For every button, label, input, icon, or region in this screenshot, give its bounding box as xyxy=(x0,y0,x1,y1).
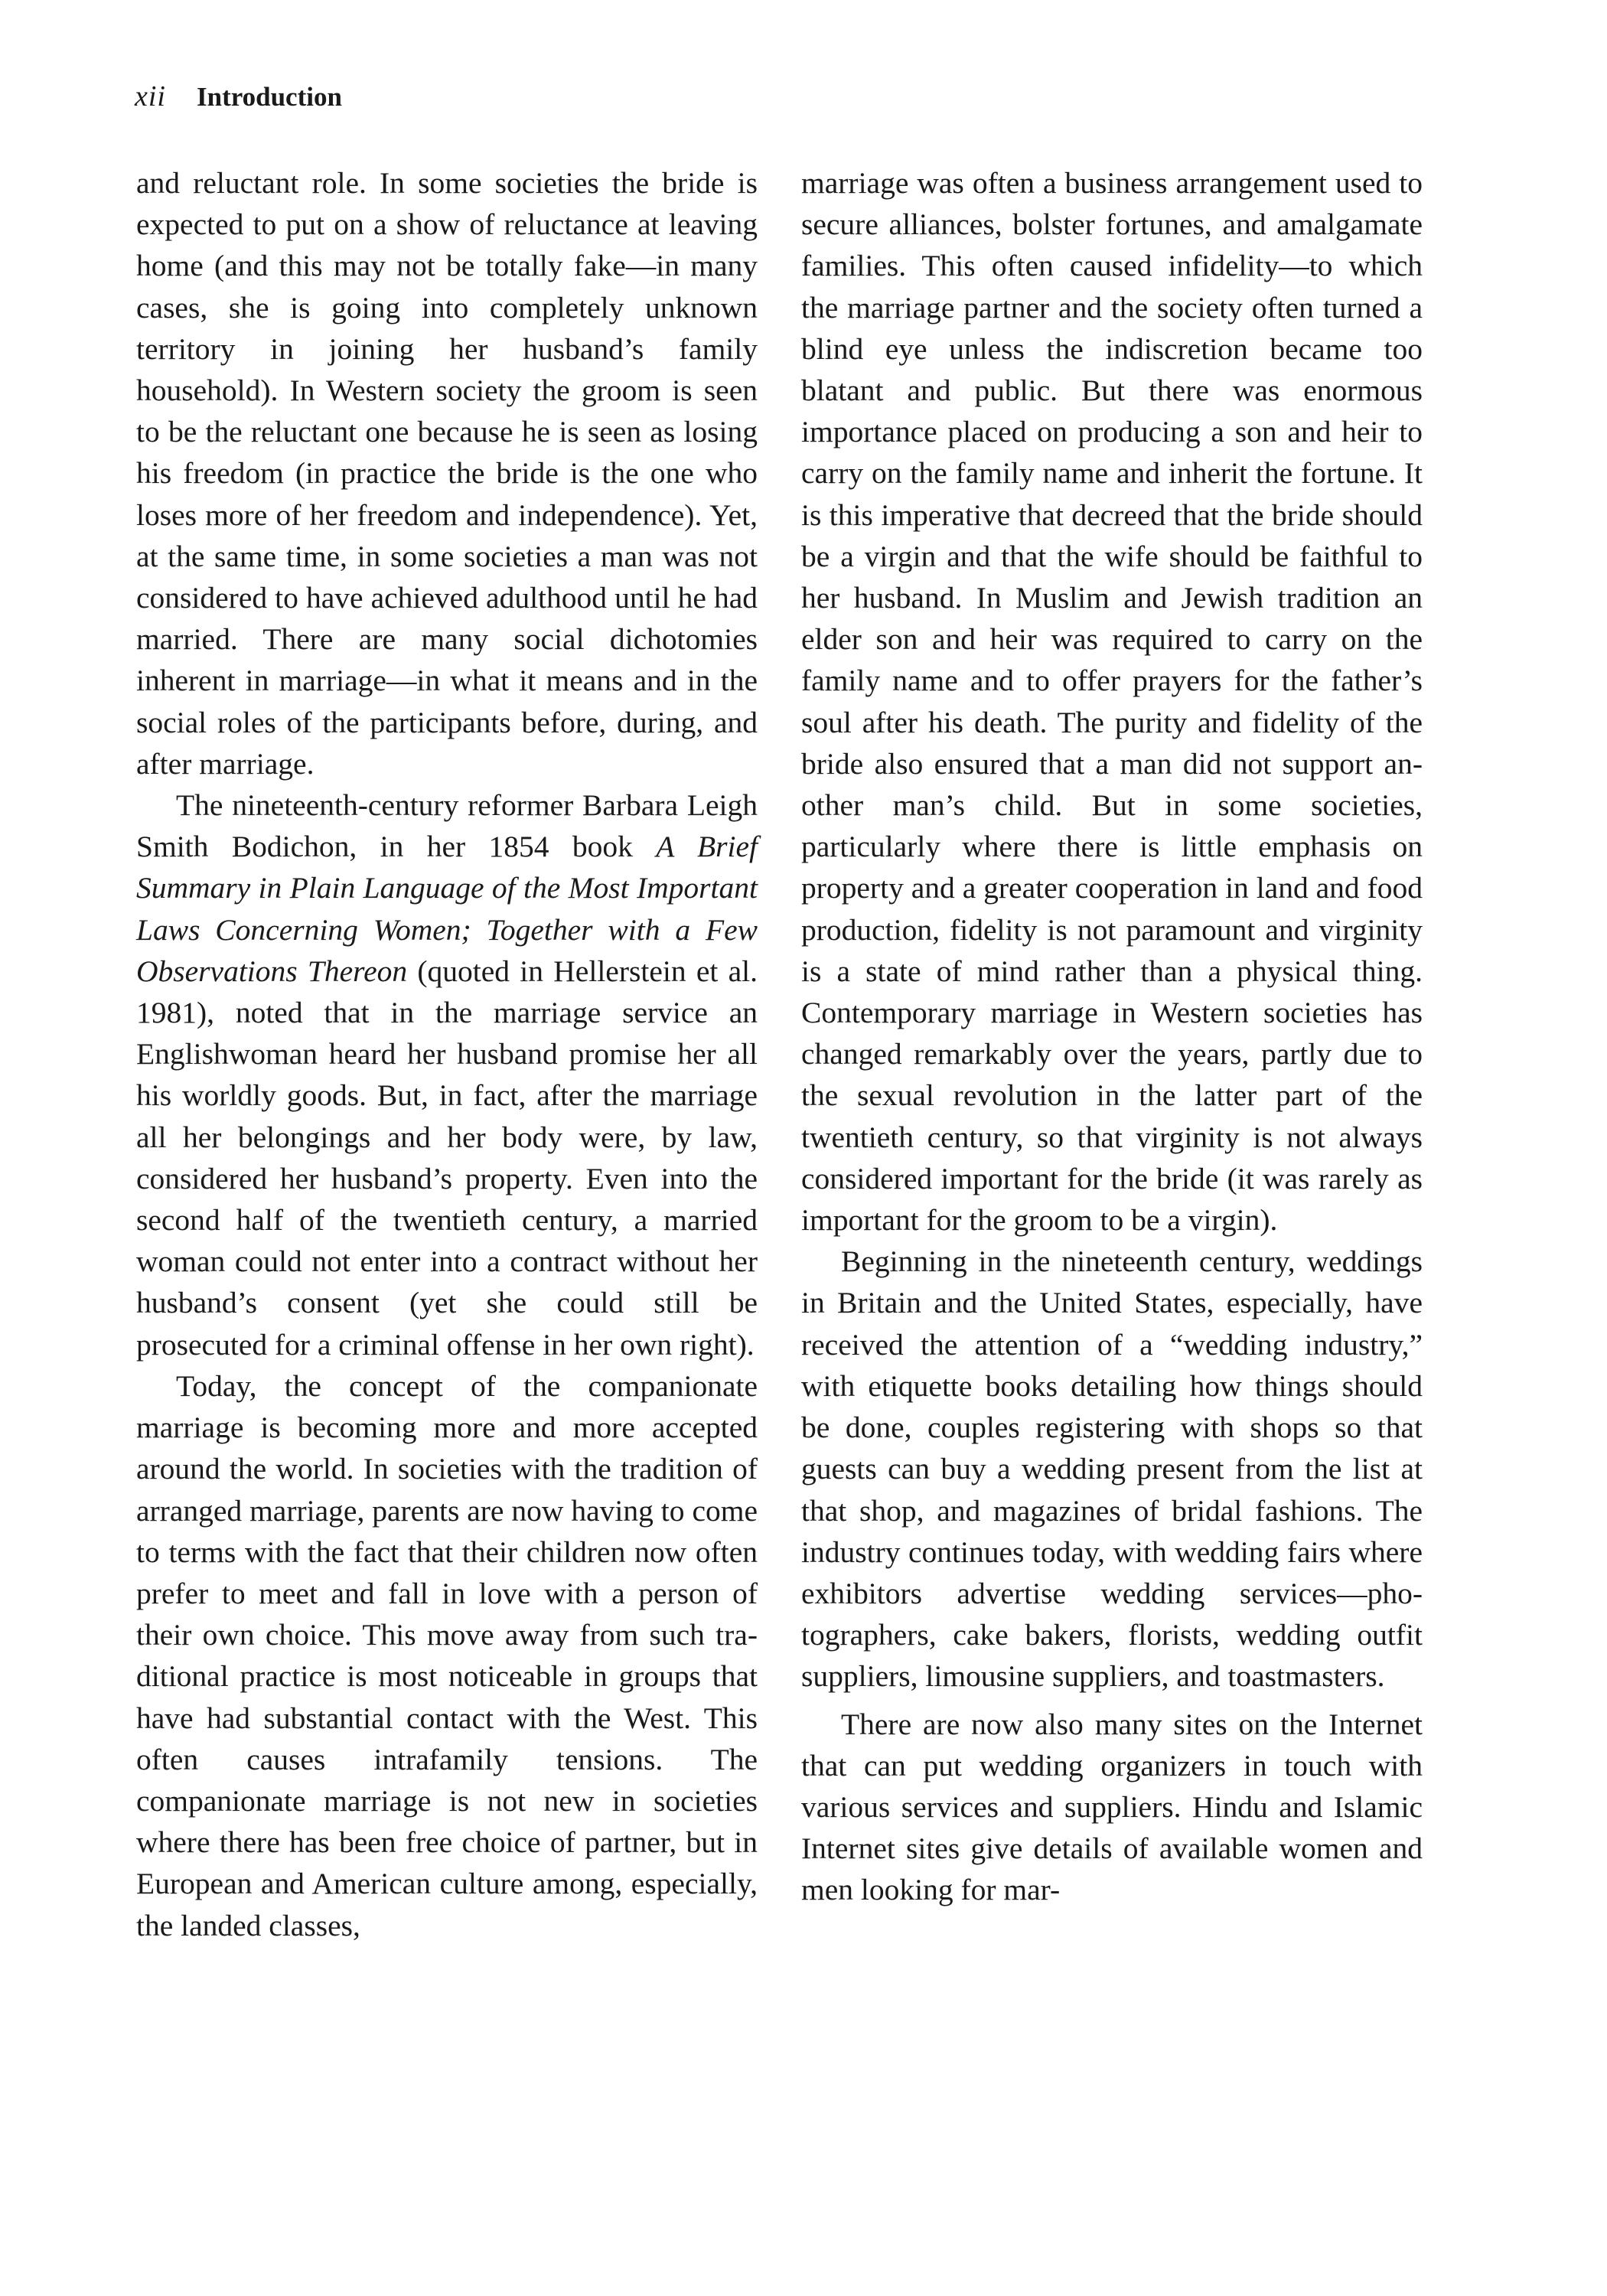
right-column xyxy=(801,162,1423,1911)
paragraph: There are now also many sites on the Internet that can put wedding organizers in touch with various services and suppliers. Hindu and Islamic Internet sites give details of available women and men looking for mar- xyxy=(801,1707,1423,1907)
book-title: A Brief Summary in Plain Language of the Most Important Laws Concerning Women; Together with a Few Observations Thereon xyxy=(136,830,758,988)
paragraph: marriage was often a business arrangement used to secure alliances, bolster fortunes, and amalgamate families. This often caused infidelity—to which the marriage partner and the society often turned a blind eye unless the indiscretion became too blatant and public. But there was enormous importance placed on producing a son and heir to carry on the family name and inherit the fortune. It is this imperative that decreed that the bride should be a virgin and that the wife should be faithful to her husband. In Muslim and Jewish tradition an elder son and heir was required to carry on the family name and to offer prayers for the father’s soul after his death. The purity and fidelity of the bride also ensured that a man did not support another man’s child. But in some societies, particularly where there is little emphasis on property and a greater cooperation in land and food production, fidelity is not paramount and virginity is a state of mind rather than a physical thing. Contemporary marriage in Western societies has changed remarkably over the years, partly due to the sexual revolution in the latter part of the twentieth century, so that virginity is not always considered important for the bride (it was rarely as important for the groom to be a virgin). xyxy=(801,166,1423,1238)
paragraph: and reluctant role. In some societies the bride is expected to put on a show of reluctance at leaving home (and this may not be totally fake—in many cases, she is going into completely unknown territory in joining her husband’s family household). In Western society the groom is seen to be the reluctant one because he is seen as losing his freedom (in practice the bride is the one who loses more of her freedom and independence). Yet, at the same time, in some societies a man was not considered to have achieved adulthood until he had married. There are many social dichotomies inherent in marriage—in what it means and in the social roles of the participants before, during, and after marriage. xyxy=(136,166,758,781)
left-column xyxy=(136,162,758,1946)
paragraph: Beginning in the nineteenth century, weddings in Britain and the United States, especially, have received the attention of a “wedding industry,” with etiquette books detailing how things should be done, couples registering with shops so that guests can buy a wedding present from the list at that shop, and magazines of bridal fashions. The industry continues today, with wedding fairs where exhibitors advertise wedding services—photographers, cake bakers, florists, wedding outfit suppliers, limousine suppliers, and toastmasters. xyxy=(801,1244,1423,1694)
text-run: The nineteenth-century reformer Barbara Leigh Smith Bodichon, in her 1854 book xyxy=(136,788,758,864)
running-head: Introduction xyxy=(196,82,342,112)
page-number: xii xyxy=(135,80,166,113)
page-header xyxy=(135,80,342,126)
paragraph xyxy=(136,784,758,1365)
text-run: (quoted in Hellerstein et al. 1981), noted that in the marriage service an Englishwoman heard her husband promise her all his worldly goods. But, in fact, after the marriage all her belongings and her body were, by law, considered her husband’s property. Even into the second half of the twentieth century, a married woman could not enter into a contract without her husband’s consent (yet she could still be prosecuted for a criminal offense in her own right). xyxy=(136,954,758,1362)
paragraph: Today, the concept of the companionate marriage is becoming more and more accepted around the world. In societies with the tradition of arranged marriage, parents are now having to come to terms with the fact that their children now often prefer to meet and fall in love with a person of their own choice. This move away from such traditional practice is most noticeable in groups that have had substantial contact with the West. This often causes intrafamily tensions. The companionate marriage is not new in societies where there has been free choice of partner, but in European and American culture among, especially, the landed classes, xyxy=(136,1368,758,1942)
